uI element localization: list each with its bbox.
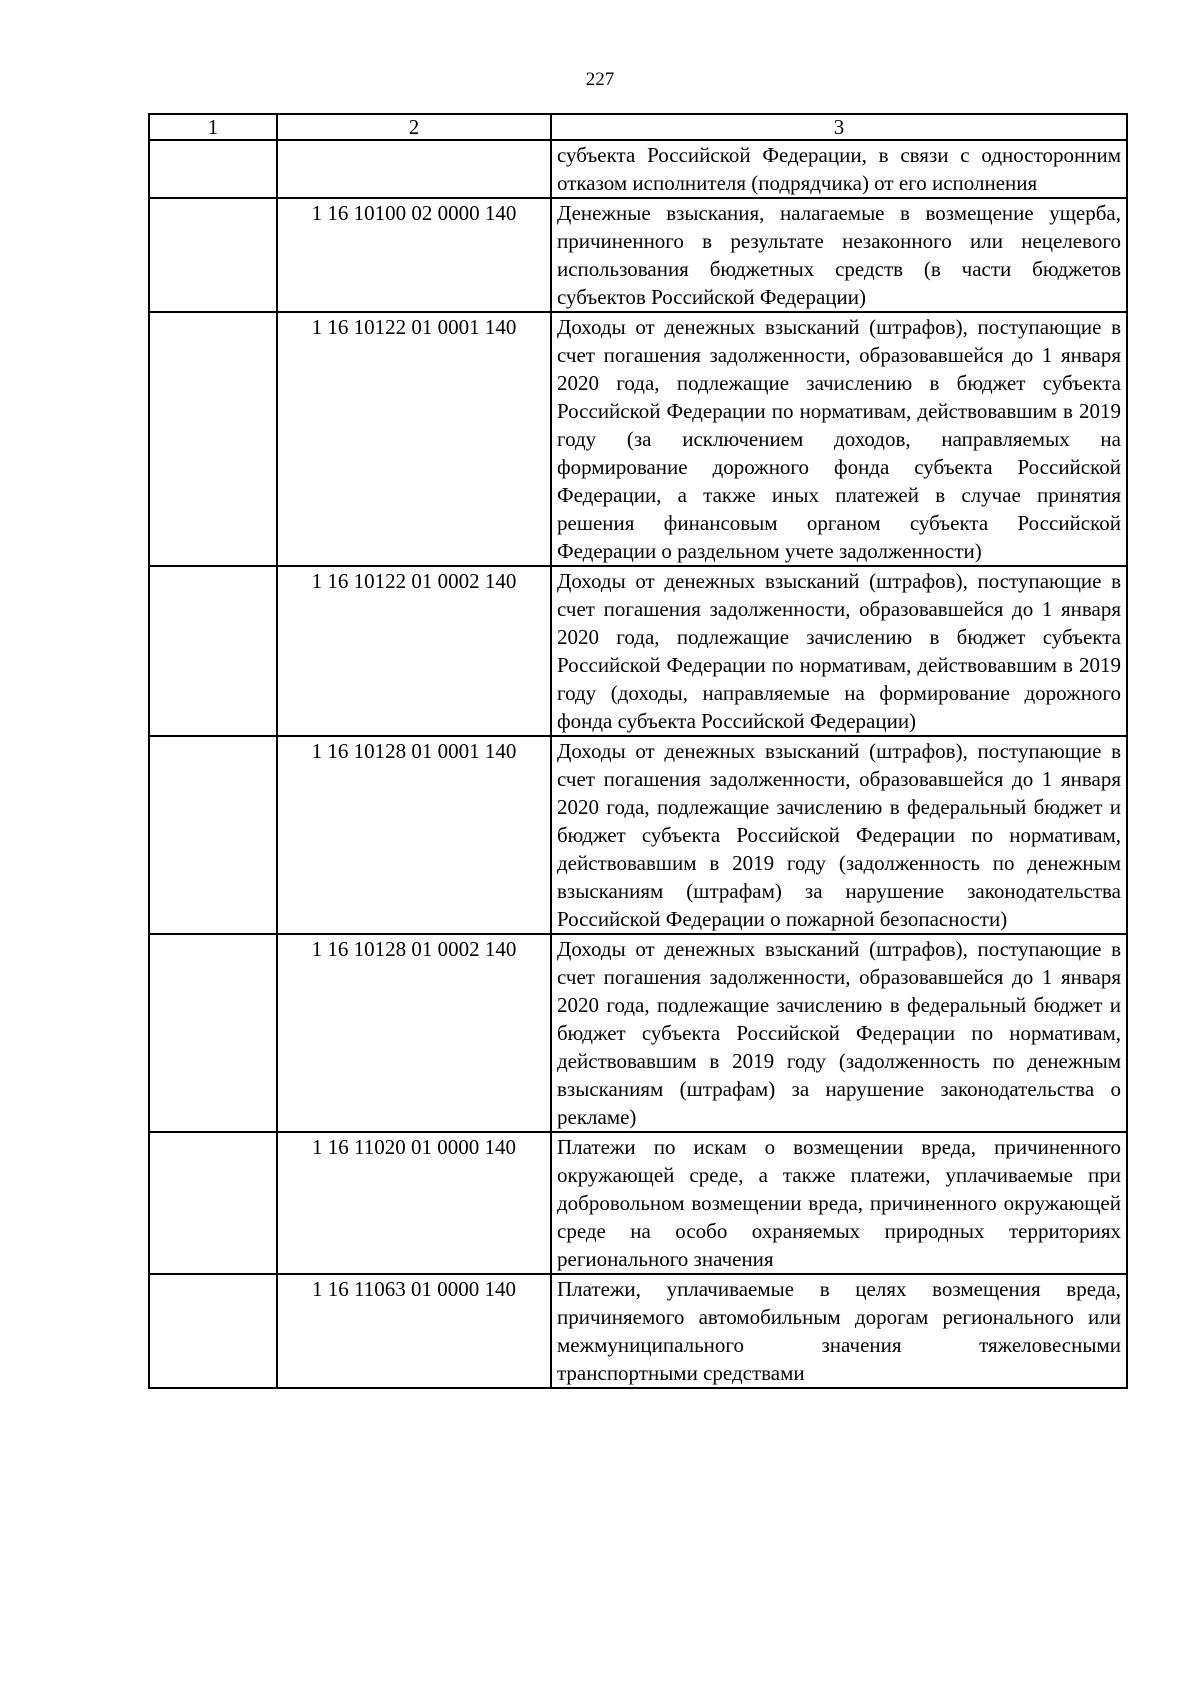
table-row	[149, 1132, 1127, 1274]
description-cell: Платежи, уплачиваемые в целях возмещения вреда, причиняемого автомобильным дорогам регионального или межмуниципального значения тяжеловесными транспортными средствами	[551, 1274, 1127, 1388]
description-cell: Доходы от денежных взысканий (штрафов), поступающие в счет погашения задолженности, образовавшейся до 1 января 2020 года, подлежащие зачислению в бюджет субъекта Российской Федерации по нормативам, действовавшим в 2019 году (за исключением доходов, направляемых на формирование дорожного фонда субъекта Российской Федерации, а также иных платежей в случае принятия решения финансовым органом субъекта Российской Федерации о раздельном учете задолженности)	[551, 312, 1127, 566]
column-header-1: 1	[149, 114, 277, 140]
budget-classification-table	[148, 113, 1128, 1389]
row-col1-cell	[149, 1274, 277, 1388]
column-header-3: 3	[551, 114, 1127, 140]
budget-code-cell: 1 16 10128 01 0002 140	[277, 934, 551, 1132]
table-row	[149, 934, 1127, 1132]
description-cell: Доходы от денежных взысканий (штрафов), поступающие в счет погашения задолженности, образовавшейся до 1 января 2020 года, подлежащие зачислению в федеральный бюджет и бюджет субъекта Российской Федерации по нормативам, действовавшим в 2019 году (задолженность по денежным взысканиям (штрафам) за нарушение законодательства Российской Федерации о пожарной безопасности)	[551, 736, 1127, 934]
table-header-row	[149, 114, 1127, 140]
description-cell: Денежные взыскания, налагаемые в возмещение ущерба, причиненного в результате незаконного или нецелевого использования бюджетных средств (в части бюджетов субъектов Российской Федерации)	[551, 198, 1127, 312]
row-col1-cell	[149, 736, 277, 934]
column-header-2: 2	[277, 114, 551, 140]
budget-code-cell: 1 16 10128 01 0001 140	[277, 736, 551, 934]
description-cell: Доходы от денежных взысканий (штрафов), поступающие в счет погашения задолженности, образовавшейся до 1 января 2020 года, подлежащие зачислению в федеральный бюджет и бюджет субъекта Российской Федерации по нормативам, действовавшим в 2019 году (задолженность по денежным взысканиям (штрафам) за нарушение законодательства о рекламе)	[551, 934, 1127, 1132]
table-row	[149, 736, 1127, 934]
table-row	[149, 198, 1127, 312]
row-col1-cell	[149, 1132, 277, 1274]
budget-code-cell	[277, 140, 551, 198]
budget-code-cell: 1 16 10100 02 0000 140	[277, 198, 551, 312]
row-col1-cell	[149, 198, 277, 312]
row-col1-cell	[149, 140, 277, 198]
description-cell: субъекта Российской Федерации, в связи с односторонним отказом исполнителя (подрядчика) от его исполнения	[551, 140, 1127, 198]
budget-code-cell: 1 16 11020 01 0000 140	[277, 1132, 551, 1274]
table-row	[149, 312, 1127, 566]
table-row	[149, 1274, 1127, 1388]
row-col1-cell	[149, 566, 277, 736]
table-row	[149, 140, 1127, 198]
budget-code-cell: 1 16 10122 01 0001 140	[277, 312, 551, 566]
page-number: 227	[585, 69, 615, 90]
row-col1-cell	[149, 312, 277, 566]
description-cell: Доходы от денежных взысканий (штрафов), поступающие в счет погашения задолженности, образовавшейся до 1 января 2020 года, подлежащие зачислению в бюджет субъекта Российской Федерации по нормативам, действовавшим в 2019 году (доходы, направляемые на формирование дорожного фонда субъекта Российской Федерации)	[551, 566, 1127, 736]
description-cell: Платежи по искам о возмещении вреда, причиненного окружающей среде, а также платежи, уплачиваемые при добровольном возмещении вреда, причиненного окружающей среде на особо охраняемых природных территориях регионального значения	[551, 1132, 1127, 1274]
budget-code-cell: 1 16 10122 01 0002 140	[277, 566, 551, 736]
table-row	[149, 566, 1127, 736]
row-col1-cell	[149, 934, 277, 1132]
budget-code-cell: 1 16 11063 01 0000 140	[277, 1274, 551, 1388]
